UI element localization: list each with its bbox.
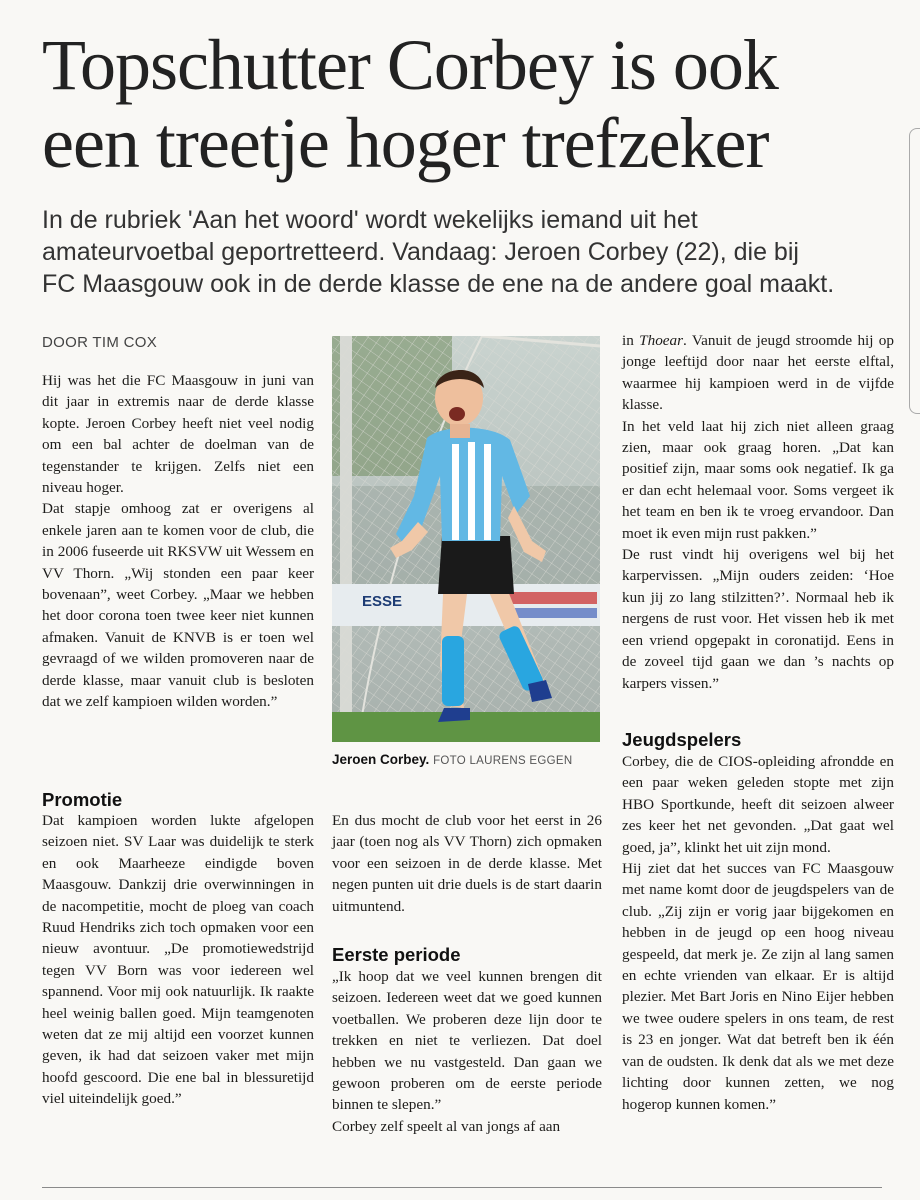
subhead-promotie: Promotie	[42, 789, 123, 810]
paragraph: Corbey zelf speelt al van jongs af aan	[332, 1117, 561, 1135]
place-name: Thoear	[639, 332, 684, 349]
subhead-eerste-periode: Eerste periode	[332, 944, 461, 965]
intro-line-2: amateurvoetbal geportretteerd. Vandaag: Jeroen Corbey (22), die bij	[42, 238, 799, 266]
column-1-top	[42, 370, 314, 713]
intro-line-3: FC Maasgouw ook in de derde klasse de ene na de andere goal maakt.	[42, 270, 835, 298]
column-2-bottom	[332, 966, 602, 1137]
paragraph: In het veld laat hij zich niet alleen graag zien, maar ook graag horen. „Dat kan positief zijn, maar soms ook negatief. Ik ga er dan echt helemaal voor. Soms vergeet ik het team en ben ik te vroeg ervandoor. Dan moet ik even mijn rust pakken.”	[622, 417, 894, 542]
headline-line-1: Topschutter Corbey is ook	[42, 25, 778, 105]
column-3-bottom	[622, 751, 894, 1115]
paragraph: „Ik hoop dat we veel kunnen brengen dit seizoen. Iedereen weet dat we goed kunnen voetballen. We proberen deze lijn door te trekken en niet te verliezen. Dat doel hebben we nu vastgesteld. Dan gaan we gewoon proberen om de eerste periode binnen te slepen.”	[332, 968, 602, 1114]
headline	[42, 26, 902, 182]
intro-text	[42, 204, 892, 300]
headline-line-2: een treetje hoger trefzeker	[42, 103, 769, 183]
column-2-top	[332, 810, 602, 917]
paragraph: Dat stapje omhoog zat er overigens al enkele jaren aan te komen voor de club, die in 2006 fuseerde uit RKSVW uit Wessem en VV Thorn. „Wij stonden een paar keer bovenaan”, weet Corbey. „Maar we hebben het door corona toen twee keer niet kunnen afmaken. Vanuit de KNVB is er toen wel gevraagd of we wilden promoveren naar de derde klasse, maar vanuit club is besloten dat we zelf kampioen wilden worden.”	[42, 500, 314, 711]
paragraph: En dus mocht de club voor het eerst in 26 jaar (toen nog als VV Thorn) zich opmaken voor een seizoen in de derde klasse. Met negen punten uit drie duels is de start daarin uitmuntend.	[332, 812, 602, 915]
paragraph: Hij was het die FC Maasgouw in juni van dit jaar in extremis naar de derde klasse kopte. Jeroen Corbey heeft niet veel nodig om een bal achter de doelman van de tegenstander te krijgen. Zelfs niet een niveau hoger.	[42, 372, 314, 497]
paragraph: Corbey, die de CIOS-opleiding afrondde en een paar weken geleden stopte met zijn HBO Sportkunde, heeft dit seizoen alweer zes keer het net gevonden. „Dat gaat wel goed, ja”, klinkt het uit zijn mond.	[622, 753, 894, 856]
bottom-rule	[42, 1187, 882, 1188]
byline: DOOR TIM COX	[42, 334, 157, 351]
column-3-top	[622, 330, 894, 694]
paragraph: Hij ziet dat het succes van FC Maasgouw met name komt door de jeugdspelers van de club. „Zij zijn er vorig jaar bijgekomen en hebben in de jeugd op een hoog niveau gespeeld, dat merk je. Ze zijn al lang samen en echte vrienden van elkaar. Er is altijd plezier. Met Bart Joris en Nino Eijer hebben we twee oudere spelers in ons team, de rest is 23 en jonger. Wat dat betreft ben ik één van de oudsten. Ik denk dat als we met deze lichting door kunnen zetten, we nog hogerop kunnen komen.”	[622, 860, 894, 1113]
photo-caption	[332, 752, 612, 767]
intro-line-1: In de rubriek 'Aan het woord' wordt wekelijks iemand uit het	[42, 206, 698, 234]
banner-text: ESSE	[362, 593, 403, 610]
paragraph: Dat kampioen worden lukte afgelopen seizoen niet. SV Laar was duidelijk te sterk en ook Maarheeze eindigde boven Maasgouw. Dankzij drie overwinningen in de nacompetitie, mocht de ploeg van coach Ruud Hendriks zich toch opmaken voor een nieuw avontuur. „De promotiewedstrijd tegen VV Born was voor iedereen wel spannend. Voor mij ook natuurlijk. Ik raakte heel weinig ballen goed. Mijn teamgenoten weten dat ze mij altijd een voorzet kunnen geven, ik had dat seizoen vaker met mijn hoofd gescoord. Die ene bal in blessuretijd viel uiteindelijk goed.”	[42, 812, 314, 1108]
page-edge	[909, 128, 920, 414]
subhead-jeugdspelers: Jeugdspelers	[622, 729, 742, 750]
paragraph: in Thoear. Vanuit de jeugd stroomde hij op jonge leeftijd door naar het eerste elftal, waarmee hij kampioen werd in de vijfde klasse.	[622, 332, 894, 414]
paragraph: De rust vindt hij overigens wel bij het karpervissen. „Mijn ouders zeiden: ‘Hoe kun jij zo lang stilzitten?’. Normaal heb ik nergens de rust voor. Het vissen heb ik met een vriend opgepakt in coronatijd. Eens in de zoveel tijd gaan we dan ’s nachts op karpers vissen.”	[622, 546, 894, 692]
caption-name: Jeroen Corbey.	[332, 752, 430, 767]
caption-credit: FOTO LAURENS EGGEN	[433, 755, 573, 767]
column-1-bottom	[42, 810, 314, 1110]
player-photo	[332, 336, 600, 742]
